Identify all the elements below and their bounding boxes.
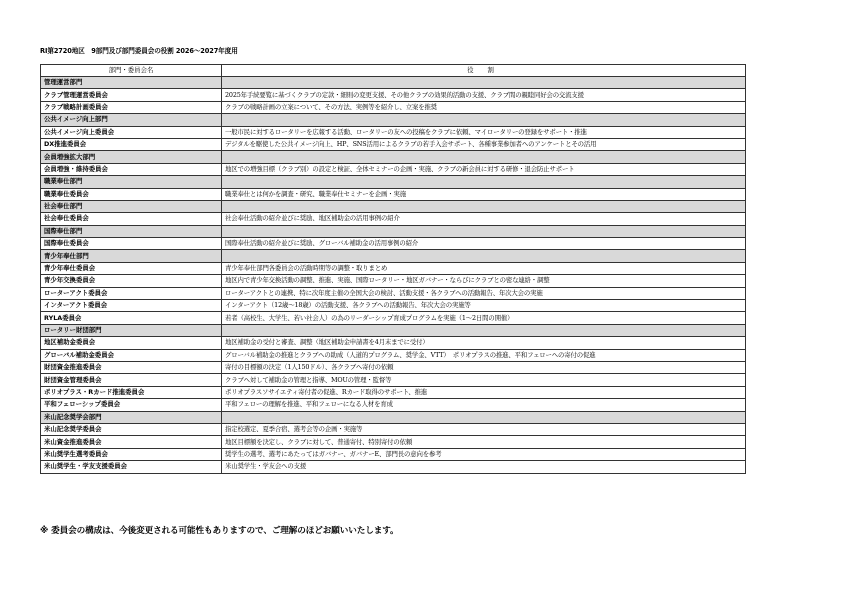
- committee-role: 社会奉仕活動の紹介並びに奨励、地区補助金の活用事例の紹介: [222, 213, 746, 225]
- committee-role: ローターアクトとの連携、特に次年度主催の全国大会の検討、活動支援・各クラブへの活動報告、年次大会の実施: [222, 287, 746, 299]
- committee-name: インターアクト委員会: [41, 300, 222, 312]
- committee-role: [222, 411, 746, 423]
- table-row: [41, 337, 746, 349]
- committee-name: DX推進委員会: [41, 138, 222, 150]
- committee-name: 職業奉仕委員会: [41, 188, 222, 200]
- table-row: [41, 275, 746, 287]
- committee-name: ローターアクト委員会: [41, 287, 222, 299]
- committee-name: 公共イメージ向上委員会: [41, 126, 222, 138]
- committee-role: インターアクト（12歳～18歳）の活動支援、各クラブへの活動報告、年次大会の実施等: [222, 300, 746, 312]
- section-row: [41, 250, 746, 262]
- committee-role: デジタルを駆使した公共イメージ向上、HP、SNS活用によるクラブの若手入会サポート、各種事業参加者へのアンケートとその活用: [222, 138, 746, 150]
- committee-role: 2025年手続要覧に基づくクラブの定款・細則の変更支援、その他クラブの効果的活動の支援、クラブ間の親睦同好会の交流支援: [222, 89, 746, 101]
- section-row: [41, 225, 746, 237]
- table-row: [41, 386, 746, 398]
- section-row: [41, 114, 746, 126]
- table-row: [41, 300, 746, 312]
- committee-role: 青少年奉仕部門各委員会の活動時期等の調整・取りまとめ: [222, 262, 746, 274]
- section-name: 管理運営部門: [41, 77, 222, 89]
- committee-role: 一般市民に対するロータリーを広報する活動、ロータリーの友への投稿をクラブに依頼、マイロータリーの登録をサポート・推進: [222, 126, 746, 138]
- committee-name: 米山資金推進委員会: [41, 436, 222, 448]
- table-row: [41, 238, 746, 250]
- table-row: [41, 126, 746, 138]
- committee-name: クラブ戦略計画委員会: [41, 101, 222, 113]
- committee-role: [222, 324, 746, 336]
- committee-name: 財団資金推進委員会: [41, 361, 222, 373]
- committee-name: 地区補助金委員会: [41, 337, 222, 349]
- committee-name: 青少年交換委員会: [41, 275, 222, 287]
- committee-name: 国際奉仕委員会: [41, 238, 222, 250]
- committee-name: 平和フェローシップ委員会: [41, 399, 222, 411]
- section-row: [41, 200, 746, 212]
- section-name: 米山記念奨学会部門: [41, 411, 222, 423]
- committee-role: [222, 151, 746, 163]
- committee-name: 米山奨学生選考委員会: [41, 448, 222, 460]
- committee-role: 地区内で青少年交換活動の調整、推進、実施、国際ロータリー・地区ガバナー・ならびにクラブとの密な連絡・調整: [222, 275, 746, 287]
- section-name: ロータリー財団部門: [41, 324, 222, 336]
- committee-role: 指定校選定、夏季合宿、選考会等の企画・実施等: [222, 423, 746, 435]
- committee-role: 地区補助金の受付と審査、調整（地区補助金申請書を4月末までに受付）: [222, 337, 746, 349]
- committee-roles-table: [40, 64, 746, 474]
- committee-name: RYLA委員会: [41, 312, 222, 324]
- committee-role: クラブの戦略計画の立案について、その方法、実例等を紹介し、立案を推奨: [222, 101, 746, 113]
- footnote: ※ 委員会の構成は、今後変更される可能性もありますので、ご理解のほどお願いいたします。: [40, 526, 399, 536]
- committee-role: 米山奨学生・学友会への支援: [222, 461, 746, 473]
- section-row: [41, 324, 746, 336]
- table-row: [41, 89, 746, 101]
- table-row: [41, 213, 746, 225]
- committee-role: 職業奉仕とは何かを調査・研究、職業奉仕セミナーを企画・実施: [222, 188, 746, 200]
- table-row: [41, 287, 746, 299]
- table-row: [41, 349, 746, 361]
- committee-name: 米山記念奨学委員会: [41, 423, 222, 435]
- committee-role: グローバル補助金の推進とクラブへの助成（人道的プログラム、奨学金、VTT） ポリオプラスの推進、平和フェローへの寄付の促進: [222, 349, 746, 361]
- committee-role: [222, 200, 746, 212]
- section-row: [41, 176, 746, 188]
- committee-role: [222, 114, 746, 126]
- table-row: [41, 461, 746, 473]
- committee-role: クラブへ対して補助金の管理と指導、MOUの管理・監督等: [222, 374, 746, 386]
- section-name: 社会奉仕部門: [41, 200, 222, 212]
- table-row: [41, 262, 746, 274]
- document-title: RI第2720地区 9部門及び部門委員会の役割 2026～2027年度用: [40, 47, 238, 55]
- committee-name: クラブ管理運営委員会: [41, 89, 222, 101]
- committee-role: 平和フェローの理解を推進、平和フェローになる人材を育成: [222, 399, 746, 411]
- committee-role: 若者（高校生、大学生、若い社会人）の為のリーダーシップ育成プログラムを実施（1～2日間の開催）: [222, 312, 746, 324]
- committee-role: 地区での増強目標（クラブ別）の設定と検証、全体セミナーの企画・実施、クラブの新会員に対する研修・退会防止サポート: [222, 163, 746, 175]
- table-body: [41, 77, 746, 474]
- table-header-row: [41, 65, 746, 77]
- section-row: [41, 411, 746, 423]
- section-name: 会員増強拡大部門: [41, 151, 222, 163]
- committee-name: 財団資金管理委員会: [41, 374, 222, 386]
- table-row: [41, 163, 746, 175]
- section-row: [41, 151, 746, 163]
- table-row: [41, 312, 746, 324]
- committee-name: 米山奨学生・学友支援委員会: [41, 461, 222, 473]
- committee-role: 国際奉仕活動の紹介並びに奨励、グローバル補助金の活用事例の紹介: [222, 238, 746, 250]
- table-row: [41, 188, 746, 200]
- committee-role: [222, 77, 746, 89]
- header-committee-name: 部門・委員会名: [41, 65, 222, 77]
- committee-role: 奨学生の選考、選考にあたってはガバナー、ガバナーE、部門長の意向を参考: [222, 448, 746, 460]
- committee-name: 青少年奉仕委員会: [41, 262, 222, 274]
- table-row: [41, 101, 746, 113]
- table-row: [41, 448, 746, 460]
- committee-role: 寄付の目標額の決定（1人150ドル）、各クラブへ寄付の依頼: [222, 361, 746, 373]
- committee-role: [222, 225, 746, 237]
- committee-role: ポリオプラスソサイエティ寄付者の促進、Rカード取得のサポート、推進: [222, 386, 746, 398]
- table-row: [41, 436, 746, 448]
- table-row: [41, 423, 746, 435]
- committee-name: グローバル補助金委員会: [41, 349, 222, 361]
- table-row: [41, 399, 746, 411]
- header-role: 役 割: [222, 65, 746, 77]
- committee-name: ポリオプラス・Rカード推進委員会: [41, 386, 222, 398]
- committee-role: [222, 250, 746, 262]
- committee-name: 社会奉仕委員会: [41, 213, 222, 225]
- section-name: 公共イメージ向上部門: [41, 114, 222, 126]
- table-row: [41, 138, 746, 150]
- section-name: 青少年奉仕部門: [41, 250, 222, 262]
- committee-name: 会員増強・維持委員会: [41, 163, 222, 175]
- section-row: [41, 77, 746, 89]
- table-row: [41, 361, 746, 373]
- table-row: [41, 374, 746, 386]
- committee-role: 地区目標額を決定し、クラブに対して、普通寄付、特別寄付の依頼: [222, 436, 746, 448]
- section-name: 職業奉仕部門: [41, 176, 222, 188]
- committee-role: [222, 176, 746, 188]
- section-name: 国際奉仕部門: [41, 225, 222, 237]
